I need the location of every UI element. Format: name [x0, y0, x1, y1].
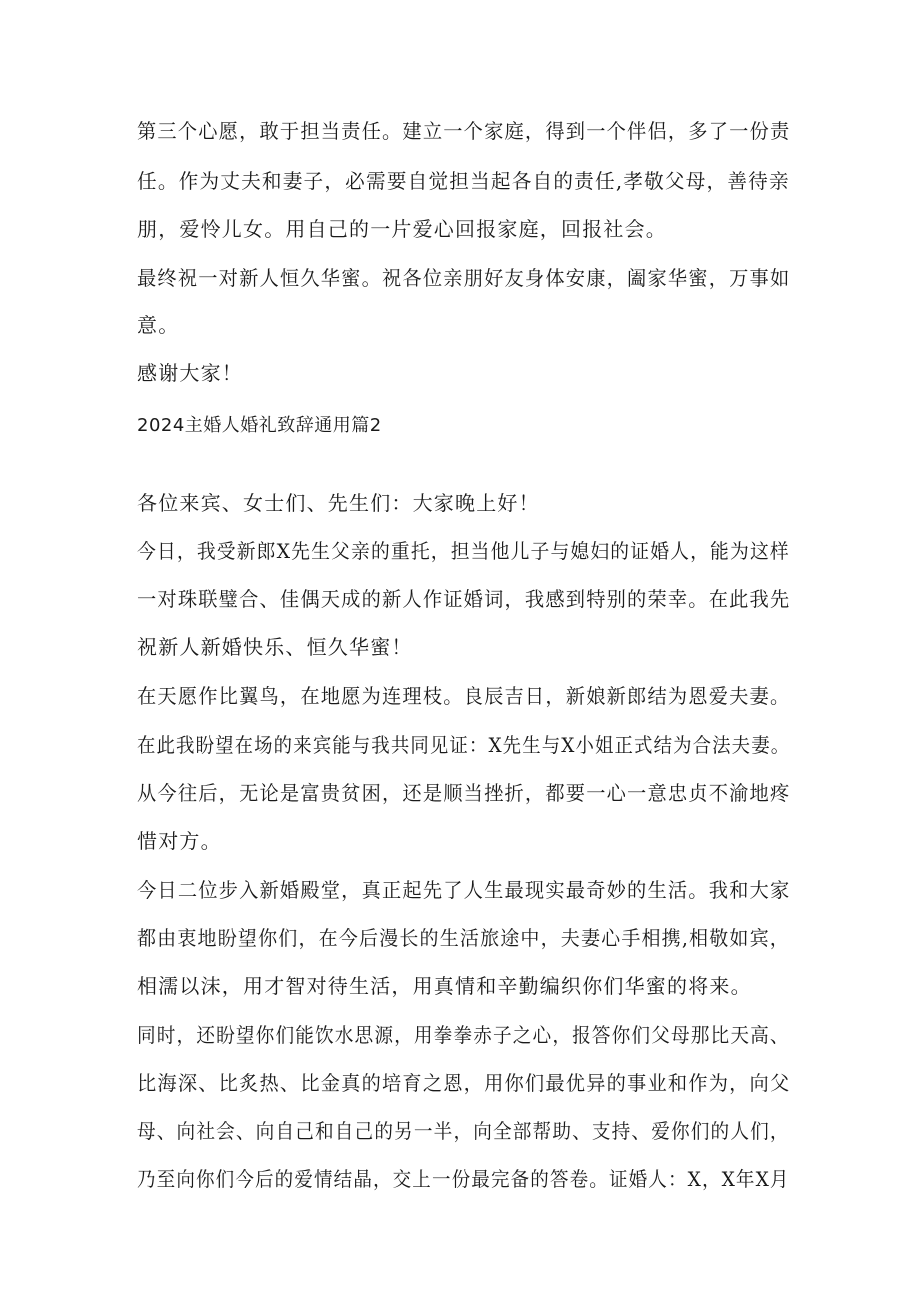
text-line: 惜对方。 — [137, 829, 222, 853]
text-line: 从今往后，无论是富贵贫困，还是顺当挫折，都要一心一意忠贞不渝地疼 — [137, 781, 791, 805]
text-line: 相濡以沫，用才智对待生活，用真情和辛勤编织你们华蜜的将来。 — [137, 974, 752, 998]
text-line: 在天愿作比翼鸟，在地愿为连理枝。良辰吉日，新娘新郎结为恩爱夫妻。 — [137, 684, 791, 708]
text-line: 最终祝一对新人恒久华蜜。祝各位亲朋好友身体安康，阖家华蜜，万事如 — [137, 266, 791, 290]
text-line: 第三个心愿，敢于担当责任。建立一个家庭，得到一个伴侣，多了一份责 — [137, 119, 791, 143]
text-line: 比海深、比炙热、比金真的培育之恩，用你们最优异的事业和作为，向父 — [137, 1071, 791, 1095]
text-line: 祝新人新婚快乐、恒久华蜜！ — [137, 635, 413, 659]
text-line: 意。 — [137, 313, 180, 337]
text-line: 在此我盼望在场的来宾能与我共同见证：X先生与X小姐正式结为合法夫妻。 — [137, 733, 791, 757]
text-line: 同时，还盼望你们能饮水思源，用拳拳赤子之心，报答你们父母那比天高、 — [137, 1023, 790, 1047]
text-line: 任。作为丈夫和妻子，必需要自觉担当起各自的责任,孝敬父母，善待亲 — [137, 169, 790, 193]
text-line: 朋，爱怜儿女。用自己的一片爱心回报家庭，回报社会。 — [137, 217, 667, 241]
text-line: 今日，我受新郎X先生父亲的重托，担当他儿子与媳妇的证婚人，能为这样 — [137, 539, 790, 563]
text-line: 今日二位步入新婚殿堂，真正起先了人生最现实最奇妙的生活。我和大家 — [137, 878, 791, 902]
text-line: 各位来宾、女士们、先生们：大家晚上好！ — [137, 491, 540, 515]
section-heading: 2024主婚人婚礼致辞通用篇2 — [137, 415, 382, 436]
text-line: 乃至向你们今后的爱情结晶，交上一份最完备的答卷。证婚人：X，X年X月 — [137, 1167, 790, 1191]
text-line: 都由衷地盼望你们，在今后漫长的生活旅途中，夫妻心手相携,相敬如宾， — [137, 926, 790, 950]
text-line: 母、向社会、向自己和自己的另一半，向全部帮助、支持、爱你们的人们， — [137, 1119, 790, 1143]
text-line: 感谢大家！ — [137, 361, 243, 385]
text-line: 一对珠联璧合、佳偶天成的新人作证婚词，我感到特别的荣幸。在此我先 — [137, 587, 791, 611]
